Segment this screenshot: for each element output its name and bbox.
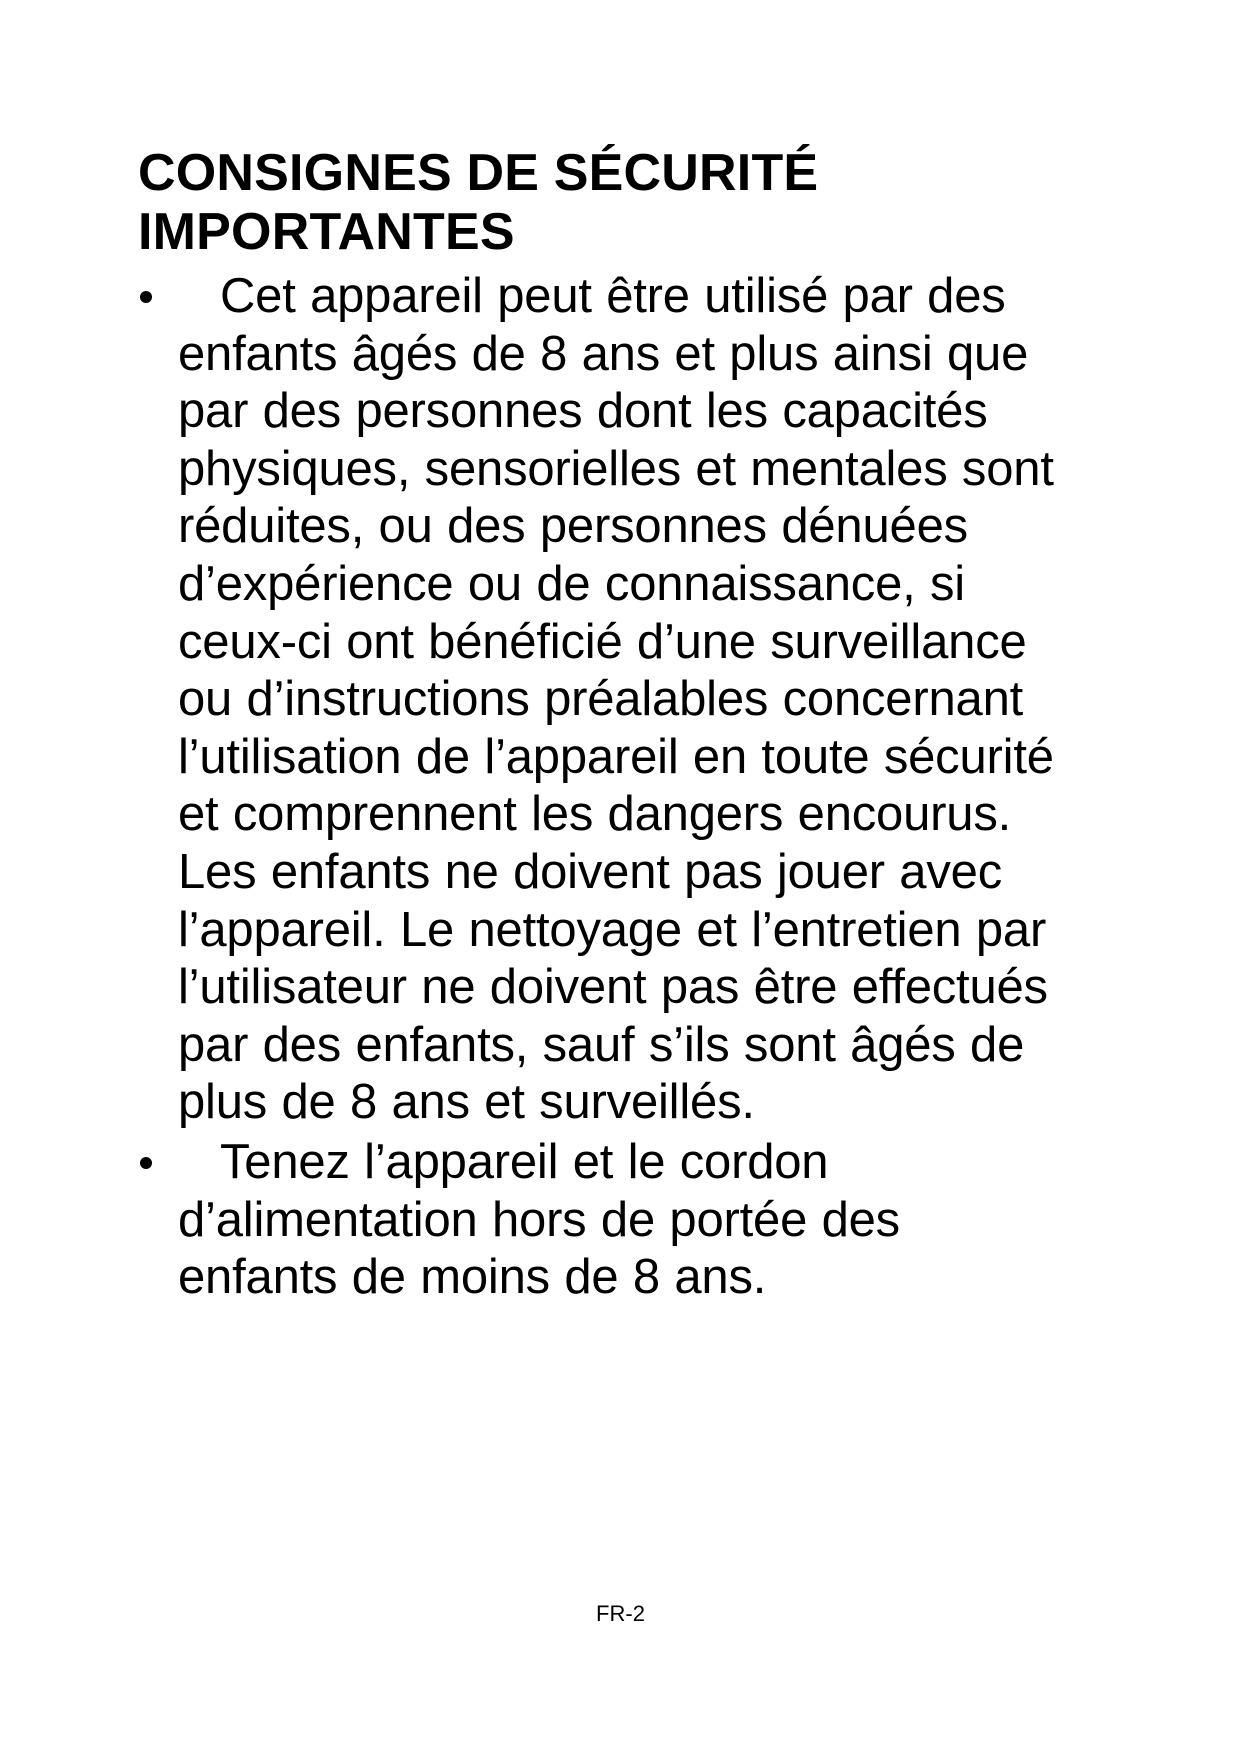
safety-instruction-text: Cet appareil peut être utilisé par des enfants âgés de 8 ans et plus ainsi que par des personnes dont les capacités physiques, sensorielles et mentales sont réduites, ou des personnes dénuées d’expérience ou de connaissance, si ceux-ci ont bénéficié d’une surveillance ou d’instructions préalables concernant l’utilisation de l’appareil en toute sécurité et comprennent les dangers encourus. Les enfants ne doivent pas jouer avec l’appareil. Le nettoyage et l’entretien par l’utilisateur ne doivent pas être effectués par des enfants, sauf s’ils sont âgés de plus de 8 ans et surveillés. bbox=[178, 269, 1054, 1130]
page-title bbox=[138, 144, 1038, 262]
safety-instruction-text: Tenez l’appareil et le cordon d’alimentation hors de portée des enfants de moins de 8 ans. bbox=[178, 1134, 900, 1305]
bullet-icon bbox=[140, 291, 152, 303]
page-number: FR-2 bbox=[596, 1601, 645, 1626]
page-title-line-2: IMPORTANTES bbox=[138, 203, 515, 261]
page-title-line-1: CONSIGNES DE SÉCURITÉ bbox=[138, 144, 819, 202]
safety-instruction-item bbox=[138, 268, 1073, 1132]
safety-instruction-item bbox=[138, 1134, 1073, 1307]
bullet-icon bbox=[140, 1157, 152, 1169]
safety-instructions-list bbox=[138, 268, 1073, 1307]
